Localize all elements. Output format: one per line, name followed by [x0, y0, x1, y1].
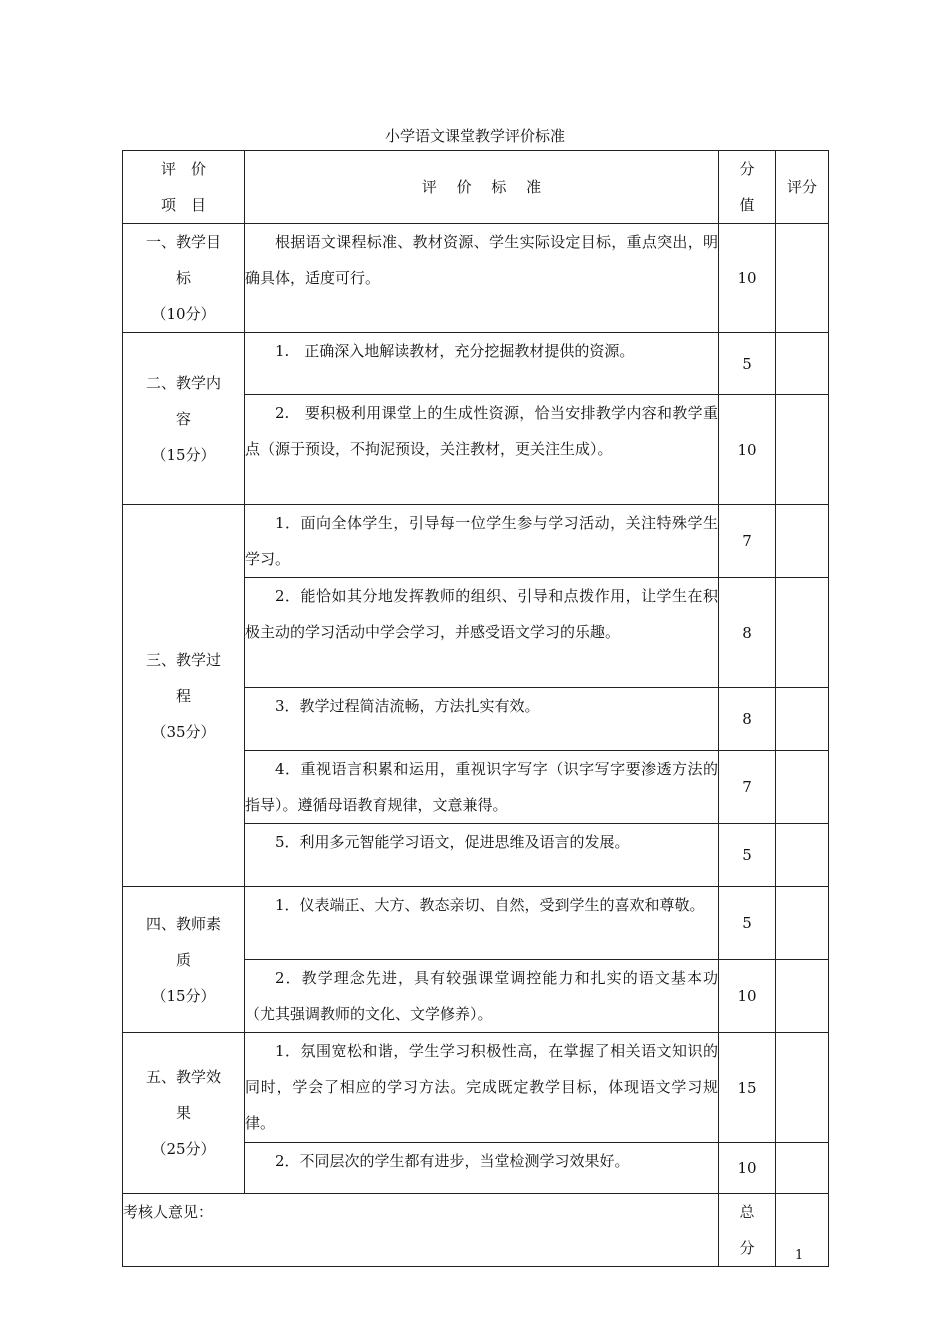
criterion-text: 3．教学过程简洁流畅，方法扎实有效。	[245, 688, 719, 751]
criterion-text: 1．仪表端正、大方、教态亲切、自然，受到学生的喜欢和尊敬。	[245, 887, 719, 960]
criterion-text: 1．面向全体学生，引导每一位学生参与学习活动，关注特殊学生学习。	[245, 505, 719, 578]
opinion-cell[interactable]	[123, 1194, 719, 1267]
total-label-line2: 分	[739, 1239, 755, 1257]
category-name: 二、教学内	[145, 373, 221, 392]
criterion-score: 5	[719, 824, 776, 887]
category-points: （35分）	[151, 722, 216, 741]
header-rating: 评分	[776, 151, 829, 224]
criterion-text: 1. 正确深入地解读教材，充分挖掘教材提供的资源。	[245, 333, 719, 395]
document-title: 小学语文课堂教学评价标准	[384, 127, 565, 145]
table-row	[123, 505, 829, 578]
rating-cell[interactable]	[776, 1033, 829, 1143]
criterion-text: 2．能恰如其分地发挥教师的组织、引导和点拨作用，让学生在积极主动的学习活动中学会学习，并感受语文学习的乐趣。	[245, 578, 719, 688]
category-cell	[123, 333, 245, 505]
criterion-score: 8	[719, 688, 776, 751]
rating-cell[interactable]	[776, 578, 829, 688]
header-criteria: 评 价 标 准	[245, 151, 719, 224]
criterion-score: 10	[719, 395, 776, 505]
category-points: （25分）	[151, 1140, 216, 1158]
criterion-text: 2．不同层次的学生都有进步，当堂检测学习效果好。	[245, 1143, 719, 1194]
opinion-label: 考核人意见：	[123, 1203, 214, 1221]
criterion-score: 10	[719, 1143, 776, 1194]
criterion-score: 7	[719, 505, 776, 578]
header-item-line1: 评 价	[160, 160, 206, 178]
rating-cell[interactable]	[776, 224, 829, 333]
page-number: 1	[795, 1248, 804, 1263]
criterion-score: 7	[719, 751, 776, 824]
header-item-line2: 项 目	[160, 196, 206, 214]
rating-cell[interactable]	[776, 395, 829, 505]
footer-row	[123, 1194, 829, 1267]
criterion-score: 10	[719, 224, 776, 333]
category-cell	[123, 887, 245, 1033]
criterion-text: 根据语文课程标准、教材资源、学生实际设定目标，重点突出，明确具体，适度可行。	[245, 224, 719, 333]
criterion-text: 2．教学理念先进，具有较强课堂调控能力和扎实的语文基本功（尤其强调教师的文化、文学修养）。	[245, 960, 719, 1033]
category-name: 三、教学过	[145, 650, 221, 669]
criterion-score: 5	[719, 333, 776, 395]
rating-cell[interactable]	[776, 505, 829, 578]
total-label-line1: 总	[739, 1203, 755, 1221]
header-row	[123, 151, 829, 224]
category-name: 五、教学效	[145, 1068, 221, 1086]
category-points: （15分）	[151, 986, 216, 1005]
rating-cell[interactable]	[776, 333, 829, 395]
criterion-text: 4．重视语言积累和运用，重视识字写字（识字写字要渗透方法的指导）。遵循母语教育规律，文意兼得。	[245, 751, 719, 824]
category-name: 程	[175, 686, 191, 705]
rating-cell[interactable]	[776, 1143, 829, 1194]
category-points: （10分）	[151, 305, 216, 323]
category-cell	[123, 1033, 245, 1194]
total-label	[719, 1194, 776, 1267]
category-cell	[123, 505, 245, 887]
category-cell	[123, 224, 245, 333]
criterion-score: 15	[719, 1033, 776, 1143]
table-row	[123, 333, 829, 395]
rating-cell[interactable]	[776, 960, 829, 1033]
category-name: 果	[175, 1104, 191, 1122]
rating-cell[interactable]	[776, 824, 829, 887]
criterion-score: 10	[719, 960, 776, 1033]
table-row	[123, 1033, 829, 1143]
rating-cell[interactable]	[776, 688, 829, 751]
category-name: 容	[175, 409, 191, 428]
table-row	[123, 224, 829, 333]
category-name: 质	[175, 950, 191, 969]
category-name: 标	[175, 269, 191, 287]
evaluation-table	[122, 150, 829, 1267]
header-score	[719, 151, 776, 224]
criterion-text: 2. 要积极利用课堂上的生成性资源，恰当安排教学内容和教学重点（源于预设，不拘泥预设，关注教材，更关注生成）。	[245, 395, 719, 505]
criterion-text: 5．利用多元智能学习语文，促进思维及语言的发展。	[245, 824, 719, 887]
criterion-text: 1．氛围宽松和谐，学生学习积极性高，在掌握了相关语文知识的同时，学会了相应的学习方法。完成既定教学目标，体现语文学习规律。	[245, 1033, 719, 1143]
criterion-score: 8	[719, 578, 776, 688]
rating-cell[interactable]	[776, 751, 829, 824]
category-points: （15分）	[151, 445, 216, 464]
category-name: 四、教师素	[145, 914, 221, 933]
criterion-score: 5	[719, 887, 776, 960]
category-name: 一、教学目	[145, 233, 221, 251]
header-item	[123, 151, 245, 224]
rating-cell[interactable]	[776, 887, 829, 960]
table-row	[123, 887, 829, 960]
header-score-line1: 分	[739, 160, 755, 178]
header-score-line2: 值	[739, 196, 755, 214]
